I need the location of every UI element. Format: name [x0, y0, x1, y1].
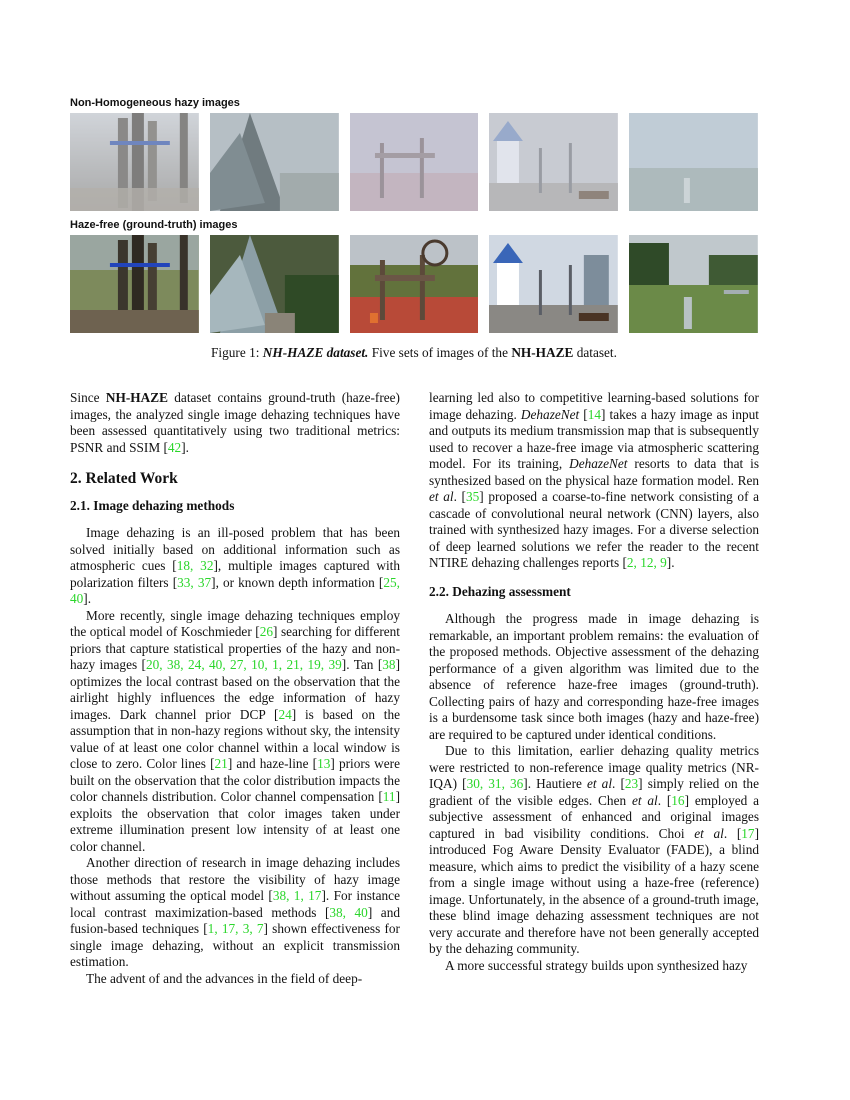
citation-link[interactable]: 14 — [587, 406, 602, 422]
hazy-image-playground-swing — [350, 113, 479, 211]
row-label-haze-free: Haze-free (ground-truth) images — [70, 219, 238, 231]
hazy-image-row — [70, 113, 758, 211]
intro-paragraph: Since NH-HAZE dataset contains ground-truth (haze-free) images, the analyzed single image dehazing techniques have been assessed quantitatively using two traditional metrics: PSNR and SSIM [42]. — [70, 390, 400, 455]
hazy-image-minigolf-field — [629, 113, 758, 211]
clear-image-carousel-playground — [489, 235, 618, 333]
row-label-hazy: Non-Homogeneous hazy images — [70, 97, 240, 109]
citation-link[interactable]: 42 — [167, 439, 182, 455]
clear-image-pine-tree — [210, 235, 339, 333]
section-heading-related-work: 2. Related Work — [70, 470, 178, 487]
citation-link[interactable]: 30, 31, 36 — [466, 776, 524, 791]
citation-link[interactable]: 20, 38, 24, 40, 27, 10, 1, 21, 19, 39 — [145, 657, 342, 672]
citation-link[interactable]: 25, 40 — [70, 574, 400, 606]
paragraph-deep-learning: learning led also to competitive learning-based solutions for image dehazing. DehazeNet [14] takes a hazy image as input and outputs its medium transmission map that is subsequently used to recover a haze-free image via atmospheric scattering model. For its training, DehazeNet resorts to data that is synthesized based on the physical haze formation model. Ren et al. [35] proposed a coarse-to-fine network consisting of a cascade of convolutional neural network (CNN) layers, also trained with synthesized hazy images. For a diverse selection of deep learned solutions we refer the reader to the recent NTIRE dehazing challenges reports [2, 12, 9]. — [429, 390, 760, 570]
citation-link[interactable]: 38, 40 — [329, 904, 368, 920]
caption-prefix: Figure 1: — [211, 345, 263, 360]
caption-title: NH-HAZE dataset. — [262, 345, 369, 360]
hazy-image-carousel-playground — [489, 113, 618, 211]
hazy-image-tree-trunks — [70, 113, 199, 211]
haze-free-image-row — [70, 235, 758, 333]
citation-link[interactable]: 18, 32 — [176, 558, 214, 573]
citation-link[interactable]: 2, 12, 9 — [626, 555, 667, 570]
citation-link[interactable]: 17 — [741, 825, 755, 841]
paragraph-assessment-problem: Although the progress made in image dehazing is remarkable, an important problem remains: the evaluation of the proposed methods. Objective assessment of the dehazing performance of a given algorithm was limited due to the absence of reference haze-free images (ground-truth). Collecting pairs of hazy and corresponding haze-free images is a burdensome task since both images (hazy and haze-free) are required to be captured under identical conditions. — [429, 611, 759, 742]
paragraph-other-directions: Another direction of research in image dehazing includes those methods that restore the visibility of hazy image without assuming the optical model [38, 1, 17]. For instance local contrast maximization-based methods [38, 40] and fusion-based techniques [1, 17, 3, 7] shown effectiveness for single image dehazing, without an explicit transmission estimation. — [70, 855, 400, 969]
clear-image-tree-trunks — [70, 235, 199, 333]
citation-link[interactable]: 38 — [382, 657, 396, 672]
hazy-image-pine-tree — [210, 113, 339, 211]
paragraph-nr-iqa: Due to this limitation, earlier dehazing quality metrics were restricted to non-reference image quality metrics (NR-IQA) [30, 31, 36]. Hautiere et al. [23] simply relied on the gradient of the visible edges. Chen et al. [16] employed a subjective assessment of enhanced and original images captured in bad visibility conditions. Choi et al. [17] introduced Fog Aware Density Evaluator (FADE), a blind measure, which aims to predict the visibility of a hazy scene from a single image without using a haze-free (reference) image. Unfortunately, in the absence of a ground-truth image, these blind image dehazing assessment techniques are not very accurate and therefore have not been generally accepted by the dehazing community. — [429, 743, 760, 956]
citation-link[interactable]: 13 — [317, 756, 331, 771]
citation-link[interactable]: 16 — [671, 792, 685, 808]
subsection-heading-dehazing-methods: 2.1. Image dehazing methods — [70, 497, 235, 513]
paragraph-deep-learning-start: The advent of and the advances in the field of deep- — [86, 970, 363, 986]
citation-link[interactable]: 23 — [624, 776, 639, 791]
citation-link[interactable]: 24 — [278, 706, 292, 722]
figure-caption: Figure 1: NH-HAZE dataset. Five sets of images of the NH-HAZE dataset. — [211, 345, 617, 360]
right-column — [429, 390, 759, 974]
citation-link[interactable]: 11 — [382, 789, 396, 804]
citation-link[interactable]: 21 — [214, 756, 228, 771]
left-column — [70, 390, 400, 987]
citation-link[interactable]: 38, 1, 17 — [272, 888, 322, 903]
clear-image-minigolf-field — [629, 235, 758, 333]
subsection-heading-dehazing-assessment: 2.2. Dehazing assessment — [429, 583, 571, 599]
paragraph-synthesized-start: A more successful strategy builds upon synthesized hazy — [445, 957, 748, 973]
citation-link[interactable]: 35 — [465, 489, 480, 504]
clear-image-playground-swing — [350, 235, 479, 333]
citation-link[interactable]: 1, 17, 3, 7 — [207, 921, 264, 936]
citation-link[interactable]: 33, 37 — [177, 574, 212, 590]
citation-link[interactable]: 26 — [259, 624, 273, 639]
paragraph-ill-posed: Image dehazing is an ill-posed problem that has been solved initially based on additional information such as atmospheric cues [18, 32], multiple images captured with polarization filters [33, 37], or known depth information [25, 40]. — [70, 525, 400, 606]
paragraph-priors: More recently, single image dehazing techniques employ the optical model of Koschmieder [26] searching for different priors that capture statistical properties of the hazy and non-hazy images [20, 38, 24, 40, 27, 10, 1, 21, 19, 39]. Tan [38] optimizes the local contrast based on the observation that the airlight highly influences the edge information of hazy images. Dark channel prior DCP [24] is based on the assumption that in non-hazy regions without sky, the intensity value of at least one color channel within a local window is close to zero. Color lines [21] and haze-line [13] priors were built on the observation that the color distribution impacts the color channels distribution. Color channel compensation [11] exploits the observation that color images taken under extreme illumination present low intensity of at least one color channel. — [70, 607, 400, 854]
